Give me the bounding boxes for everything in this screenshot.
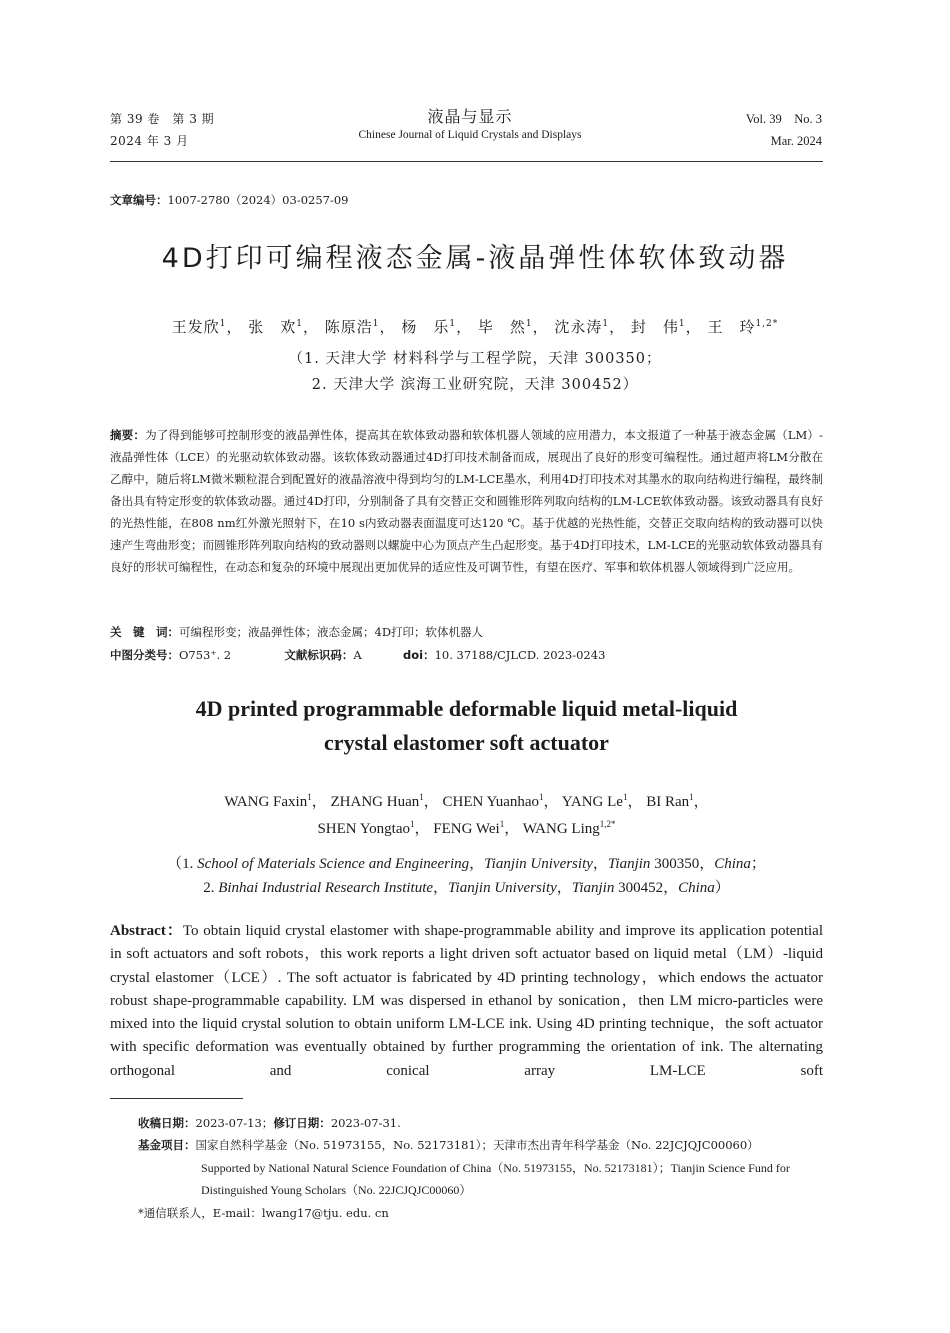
fund-label: 基金项目：: [138, 1138, 196, 1152]
author-en: WANG Faxin: [224, 794, 308, 810]
abstract-cn-text: 为了得到能够可控制形变的液晶弹性体，提高其在软体致动器和软体机器人领域的应用潜力，本文报道了一种基于液态金属（LM）-液晶弹性体（LCE）的光驱动软体致动器。该软体致动器通过4D打印技术制备而成，展现出了良好的形变可编程性。通过超声将LM分散在乙醇中，随后将LM微米颗粒混合到配置好的液晶溶液中得到均匀的LM-LCE墨水，利用4D打印技术对其墨水的取向结构进行编程，最终制备出具有特定形变的软体致动器。通过4D打印，分别制备了具有交替正交和圆锥形阵列取向结构的LM-LCE软体致动器。该致动器具有良好的光热性能，在808 nm红外激光照射下，在10 s内致动器表面温度可达120 ℃。基于优越的光热性能，交替正交取向结构的致动器可以快速产生弯曲形变；而圆锥形阵列取向结构的致动器则以螺旋中心为顶点产生凸起形变。基于4D打印技术，LM-LCE的光驱动软体致动器具有良好的形状可编程性，在动态和复杂的环境中展现出更加优异的适应性及可调节性，有望在医疗、军事和软体机器人领域得到广泛应用。: [110, 428, 823, 574]
header-rule: [110, 161, 823, 162]
authors-en: WANG Faxin$^1$， ZHANG Huan$^1$， CHEN Yuanhao$^1$， YANG Le$^1$， BI Ran$^1$， SHEN Yongtao$^1$， FENG Wei$^1$， WANG Ling$^{1,2*}$: [224, 792, 709, 837]
aff-city: Tianjin: [571, 880, 615, 896]
abstract-cn-label: 摘要：: [110, 428, 146, 442]
footnote-corresponding: *通信联系人，E-mail：lwang17@tju. edu. cn: [138, 1206, 389, 1220]
affiliations-en: [110, 852, 823, 900]
author-cn: 张 欢: [248, 318, 297, 336]
author-cn: 杨 乐: [401, 318, 450, 336]
article-number-value: 1007-2780（2024）03-0257-09: [167, 193, 349, 207]
author-en: SHEN Yongtao: [317, 821, 410, 837]
keywords-cn: [110, 624, 483, 640]
author-en: CHEN Yuanhao: [442, 794, 540, 810]
classification-line: [110, 647, 605, 663]
revised-label: 修订日期：: [273, 1116, 331, 1130]
header-volume-issue: 第 39 卷 第 3 期: [110, 112, 215, 126]
article-number-label: 文章编号：: [110, 193, 168, 207]
title-en: [110, 692, 823, 760]
aff-university: Tianjin University: [484, 856, 593, 872]
title-cn: 4D打印可编程液态金属-液晶弹性体软体致动器: [161, 243, 789, 274]
author-en: FENG Wei: [433, 821, 500, 837]
footnote-dates: [138, 1112, 401, 1134]
header-vol-no-en: Vol. 39 No. 3: [745, 112, 822, 126]
footnote-fund: [138, 1134, 759, 1156]
clc-value: O753⁺. 2: [179, 648, 232, 662]
keywords-cn-label: 关 键 词：: [110, 625, 179, 639]
header-journal: [280, 104, 660, 141]
journal-name-cn: 液晶与显示: [427, 107, 513, 126]
author-sup: 1: [307, 792, 312, 802]
received-label: 收稿日期：: [138, 1116, 196, 1130]
author-en: ZHANG Huan: [330, 794, 420, 810]
authors-cn: 王发欣$^1$， 张 欢$^1$， 陈原浩$^1$， 杨 乐$^1$， 毕 然$^1$， 沈永涛$^1$， 封 伟$^1$， 王 玲$^{1,2*}$: [171, 318, 779, 336]
affiliation-cn-2: 2. 天津大学 滨海工业研究院，天津 300452）: [311, 377, 639, 393]
author-sup: 1: [602, 319, 610, 329]
author-sup: 1: [622, 792, 628, 802]
author-sup: 1: [678, 319, 686, 329]
doi-value: 10. 37188/CJLCD. 2023-0243: [434, 648, 606, 662]
author-en: BI Ran: [646, 794, 690, 810]
affiliation-en-2: 2. Binhai Industrial Research Institute，Tianjin University，Tianjin 300452，China）: [203, 880, 730, 896]
author-sup: 1: [539, 792, 544, 802]
aff-text: 2.: [203, 880, 219, 896]
doc-code-label: 文献标识码：: [284, 648, 354, 662]
author-sup: 1: [419, 792, 424, 802]
author-cn: 王发欣: [171, 318, 220, 336]
author-sup: 1,2*: [599, 819, 616, 829]
clc-label: 中图分类号：: [110, 648, 179, 662]
aff-zip: 300350: [654, 856, 700, 872]
revised-value: 2023-07-31.: [330, 1116, 401, 1130]
aff-country: China: [678, 880, 715, 896]
fund-value: 国家自然科学基金（No. 51973155，No. 52173181）；天津市杰出青年科学基金（No. 22JCJQJC00060）: [195, 1138, 759, 1152]
keywords-cn-value: 可编程形变；液晶弹性体；液态金属；4D打印；软体机器人: [179, 625, 484, 639]
received-value: 2023-07-13；: [195, 1116, 274, 1130]
article-number: [110, 192, 349, 208]
aff-school: School of Materials Science and Engineering: [197, 856, 470, 872]
doi-label: doi：: [403, 648, 435, 662]
abstract-en-label: Abstract：: [110, 923, 183, 939]
header-issue-info: [110, 108, 214, 152]
author-cn: 封 伟: [630, 318, 679, 336]
doc-code-value: A: [353, 648, 362, 662]
header-date-en: Mar. 2024: [770, 134, 822, 148]
aff-country: China: [714, 856, 751, 872]
title-en-line1: 4D printed programmable deformable liquid metal-liquid: [195, 696, 738, 721]
aff-city: Tianjin: [607, 856, 651, 872]
author-sup: 1: [219, 319, 227, 329]
author-sup: 1: [525, 319, 533, 329]
abstract-cn: [110, 424, 823, 578]
journal-name-en: Chinese Journal of Liquid Crystals and Displays: [358, 129, 582, 141]
aff-zip: 300452: [618, 880, 664, 896]
author-sup: 1: [372, 319, 380, 329]
author-cn: 陈原浩: [324, 318, 373, 336]
author-sup: 1: [499, 819, 505, 829]
author-cn: 王 玲: [707, 318, 756, 336]
aff-institute: Binhai Industrial Research Institute: [218, 880, 434, 896]
author-sup: 1: [296, 319, 303, 329]
author-sup: 1: [449, 319, 457, 329]
footnote-rule: [110, 1098, 243, 1099]
abstract-en: [110, 920, 823, 1083]
aff-university: Tianjin University: [448, 880, 557, 896]
author-sup: 1: [689, 792, 694, 802]
footnote-fund-en: Supported by National Natural Science Foundation of China（No. 51973155，No. 52173181）；Tianjin Science Fund for Distinguished Young Scholars（No. 22JCJQJC00060）: [201, 1161, 790, 1197]
author-sup: 1,2*: [755, 319, 779, 329]
author-sup: 1: [410, 819, 415, 829]
author-cn: 沈永涛: [554, 318, 603, 336]
abstract-en-text: To obtain liquid crystal elastomer with shape-programmable ability and improve its application potential in soft actuators and soft robots，this work reports a light driven soft actuator based on liquid metal（LM）-liquid crystal elastomer（LCE）. The soft actuator is fabricated by 4D printing technology，which endows the actuator robust shape-programmable capability. LM was dispersed in ethanol by sonication，then LM micro-particles were mixed into the liquid crystal solution to obtain uniform LM-LCE ink. Using 4D printing technique，the soft actuator with specific deformation was eventually obtained by further programming the orientation of ink. The alternating orthogonal and conical array LM-LCE soft: [110, 923, 823, 1079]
header-issue-info-en: [746, 108, 822, 152]
author-en: WANG Ling: [522, 821, 600, 837]
header-date: 2024 年 3 月: [110, 134, 189, 148]
author-en: YANG Le: [561, 794, 623, 810]
aff-text: （1.: [167, 856, 198, 872]
affiliation-en-1: （1. School of Materials Science and Engineering，Tianjin University，Tianjin 300350，China；: [167, 856, 766, 872]
affiliation-cn-1: （1. 天津大学 材料科学与工程学院，天津 300350；: [288, 351, 662, 367]
author-cn: 毕 然: [477, 318, 526, 336]
title-en-line2: crystal elastomer soft actuator: [324, 730, 609, 755]
